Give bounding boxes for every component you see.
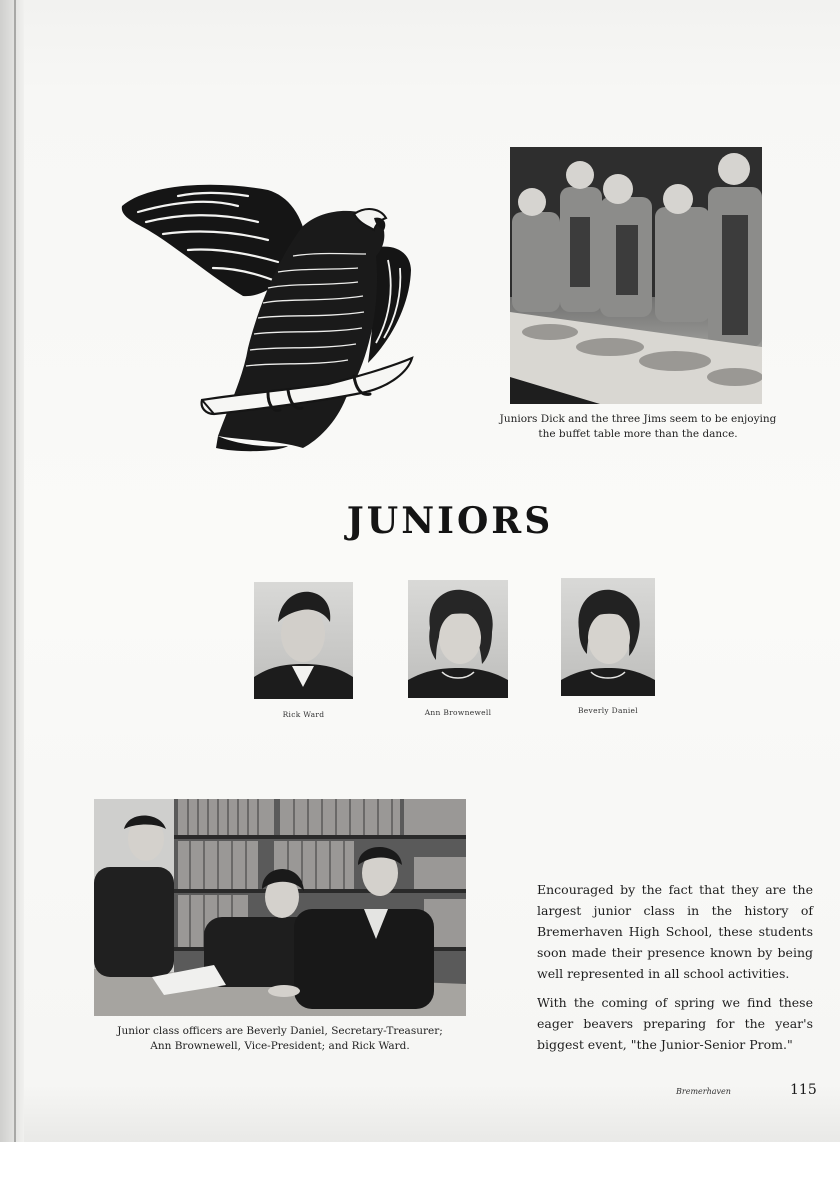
officer-name-1: Rick Ward [282,710,325,719]
portrait-beverly-daniel [561,578,655,696]
portrait-ann-brownewell [408,580,508,698]
spine-edge [14,0,16,1142]
eagle-illustration [118,178,418,453]
library-caption-line-1: Junior class officers are Beverly Daniel, Secretary-Treasurer; [117,1025,443,1037]
officer-name-2: Ann Brownewell [424,708,492,717]
page-spine [0,0,24,1142]
body-copy [537,879,813,1063]
buffet-caption-line-1: Juniors Dick and the three Jims seem to be enjoying [499,413,777,425]
footer-publication: Bremerhaven [676,1087,731,1096]
library-caption-line-2: Ann Brownewell, Vice-President; and Rick Ward. [150,1040,410,1052]
body-paragraph-2: With the coming of spring we find these eager beavers preparing for the year's biggest event, "the Junior-Senior Prom." [537,995,813,1052]
page-title: JUNIORS [346,500,554,542]
officer-name-3: Beverly Daniel [578,706,638,715]
portrait-rick-ward [254,582,353,699]
buffet-caption [478,412,798,442]
body-paragraph-1: Encouraged by the fact that they are the largest junior class in the history of Bremerhaven High School, these students soon made their presence known by being well represented in all school activities. [537,882,813,981]
library-photo [94,799,466,1016]
buffet-photo [510,147,762,404]
library-caption [90,1024,470,1054]
page-number: 115 [790,1082,817,1098]
buffet-caption-line-2: the buffet table more than the dance. [538,428,738,440]
